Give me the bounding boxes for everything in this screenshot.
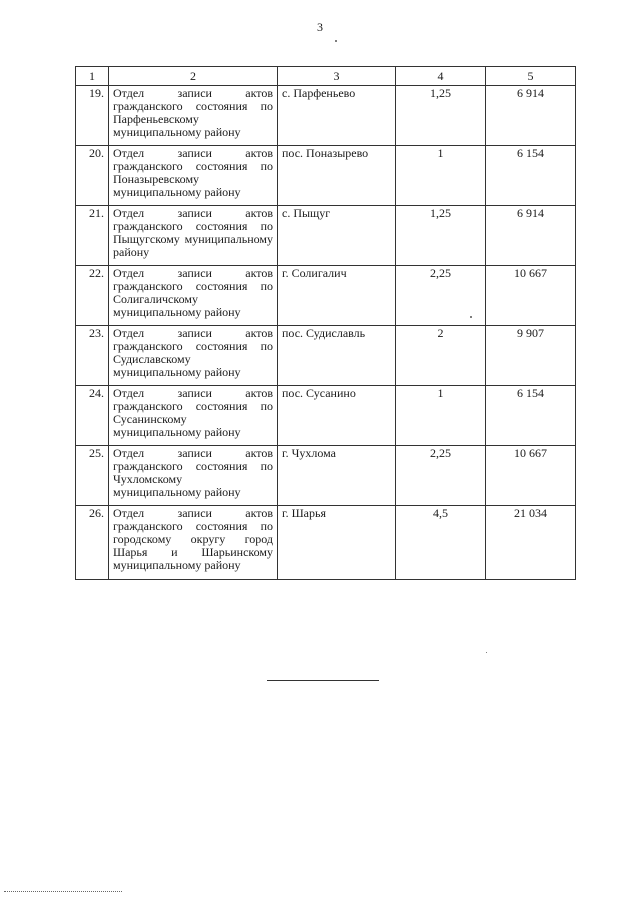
table-row xyxy=(76,386,576,446)
location-cell: г. Чухлома xyxy=(278,446,396,506)
staff-rate-cell: 2 xyxy=(396,326,486,386)
staff-rate-cell: 1,25 xyxy=(396,86,486,146)
location-cell: с. Парфеньево xyxy=(278,86,396,146)
amount-cell: 6 914 xyxy=(486,86,576,146)
row-number-cell: 22. xyxy=(76,266,109,326)
amount-cell: 10 667 xyxy=(486,266,576,326)
header-cell-2: 2 xyxy=(109,67,278,86)
table-row xyxy=(76,206,576,266)
amount-cell: 6 914 xyxy=(486,206,576,266)
staff-rate-cell: 1 xyxy=(396,386,486,446)
location-cell: пос. Судиславль xyxy=(278,326,396,386)
department-name-cell: Отдел записи актов гражданского состояния по Чухломскому муниципальному району xyxy=(109,446,278,506)
row-number-cell: 26. xyxy=(76,506,109,580)
amount-cell: 6 154 xyxy=(486,386,576,446)
table-row xyxy=(76,86,576,146)
staff-table xyxy=(75,66,576,580)
amount-cell: 21 034 xyxy=(486,506,576,580)
department-name-cell: Отдел записи актов гражданского состояния по Судиславскому муниципальному району xyxy=(109,326,278,386)
amount-cell: 10 667 xyxy=(486,446,576,506)
scan-speck xyxy=(335,40,337,42)
staff-rate-cell: 2,25 xyxy=(396,446,486,506)
table-row xyxy=(76,506,576,580)
row-number-cell: 23. xyxy=(76,326,109,386)
location-cell: г. Солигалич xyxy=(278,266,396,326)
department-name-cell: Отдел записи актов гражданского состояния по Поназыревскому муниципальному району xyxy=(109,146,278,206)
header-cell-5: 5 xyxy=(486,67,576,86)
header-cell-3: 3 xyxy=(278,67,396,86)
row-number-cell: 25. xyxy=(76,446,109,506)
header-cell-1: 1 xyxy=(76,67,109,86)
department-name-cell: Отдел записи актов гражданского состояния по городскому округу город Шарья и Шарьинскому муниципальному району xyxy=(109,506,278,580)
table-row xyxy=(76,326,576,386)
location-cell: пос. Сусанино xyxy=(278,386,396,446)
staff-rate-cell: 1,25 xyxy=(396,206,486,266)
scan-speck xyxy=(486,652,487,653)
staff-rate-cell: 2,25 xyxy=(396,266,486,326)
department-name-cell: Отдел записи актов гражданского состояния по Пыщугскому муниципальному району xyxy=(109,206,278,266)
amount-cell: 9 907 xyxy=(486,326,576,386)
location-cell: г. Шарья xyxy=(278,506,396,580)
department-name-cell: Отдел записи актов гражданского состояния по Сусанинскому муниципальному району xyxy=(109,386,278,446)
department-name-cell: Отдел записи актов гражданского состояния по Солигаличскому муниципальному району xyxy=(109,266,278,326)
staff-rate-cell: 1 xyxy=(396,146,486,206)
table-header-row xyxy=(76,67,576,86)
staff-rate-cell: 4,5 xyxy=(396,506,486,580)
header-cell-4: 4 xyxy=(396,67,486,86)
location-cell: пос. Поназырево xyxy=(278,146,396,206)
row-number-cell: 21. xyxy=(76,206,109,266)
page-number: 3 xyxy=(317,20,323,34)
row-number-cell: 20. xyxy=(76,146,109,206)
location-cell: с. Пыщуг xyxy=(278,206,396,266)
table-row xyxy=(76,146,576,206)
table-body xyxy=(76,67,576,580)
table-row xyxy=(76,266,576,326)
department-name-cell: Отдел записи актов гражданского состояния по Парфеньевскому муниципальному району xyxy=(109,86,278,146)
bottom-mark xyxy=(4,891,122,892)
amount-cell: 6 154 xyxy=(486,146,576,206)
closing-divider xyxy=(267,680,379,681)
row-number-cell: 19. xyxy=(76,86,109,146)
row-number-cell: 24. xyxy=(76,386,109,446)
table-row xyxy=(76,446,576,506)
